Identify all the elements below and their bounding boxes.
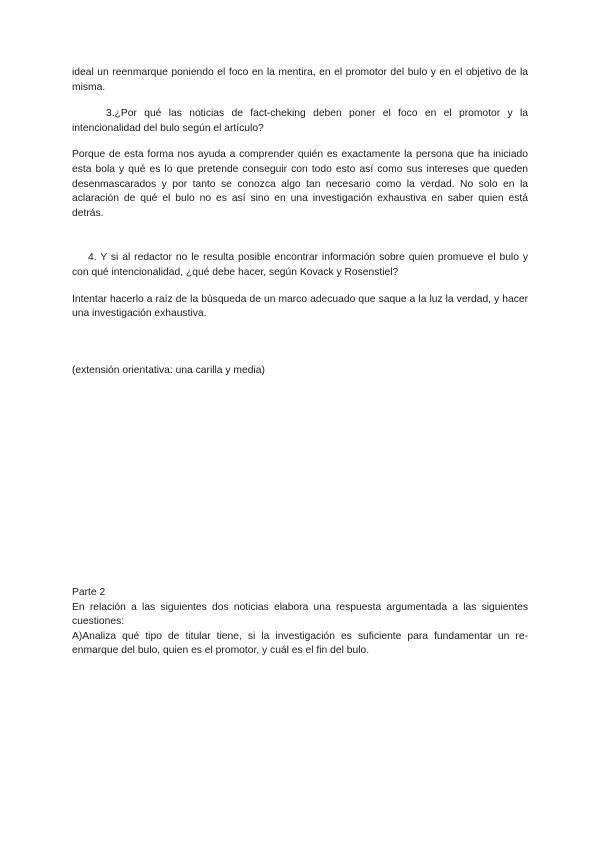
answer-4: Intentar hacerlo a raíz de la búsqueda de un marco adecuado que saque a la luz la verdad, y hacer una investigación exhaustiva. [72,293,528,320]
part-2-intro: En relación a las siguientes dos noticias elabora una respuesta argumentada a las siguientes cuestiones: [72,601,528,628]
question-4: 4. Y si al redactor no le resulta posible encontrar información sobre quien promueve el bulo y con qué intencionalidad, ¿qué debe hacer, según Kovack y Rosenstiel? [72,252,528,278]
question-3: 3.¿Por qué las noticias de fact-cheking deben poner el foco en el promotor y la intencionalidad del bulo según el artículo? [72,108,528,134]
answer-3: Porque de esta forma nos ayuda a comprender quién es exactamente la persona que ha iniciado esta bola y qué es lo que pretende conseguir con todo esto así como sus intereses que queden desenmascarados y por tanto se conozca algo tan necesario como la verdad. No solo en la aclaración de qué el bulo no es así sino en una investigación exhaustiva en saber quien está detrás. [72,149,528,219]
part-2-item-a: A)Analiza qué tipo de titular tiene, si la investigación es suficiente para fundamentar un re-enmarque del bulo, quien es el promotor, y cuál es el fin del bulo. [72,630,528,657]
part-2-heading: Parte 2 [72,587,106,598]
document-body [72,66,528,378]
part-2-section [72,586,528,659]
extension-note: (extensión orientativa: una carilla y media) [72,364,265,376]
intro-paragraph: ideal un reenmarque poniendo el foco en la mentira, en el promotor del bulo y en el objetivo de la misma. [72,67,528,93]
